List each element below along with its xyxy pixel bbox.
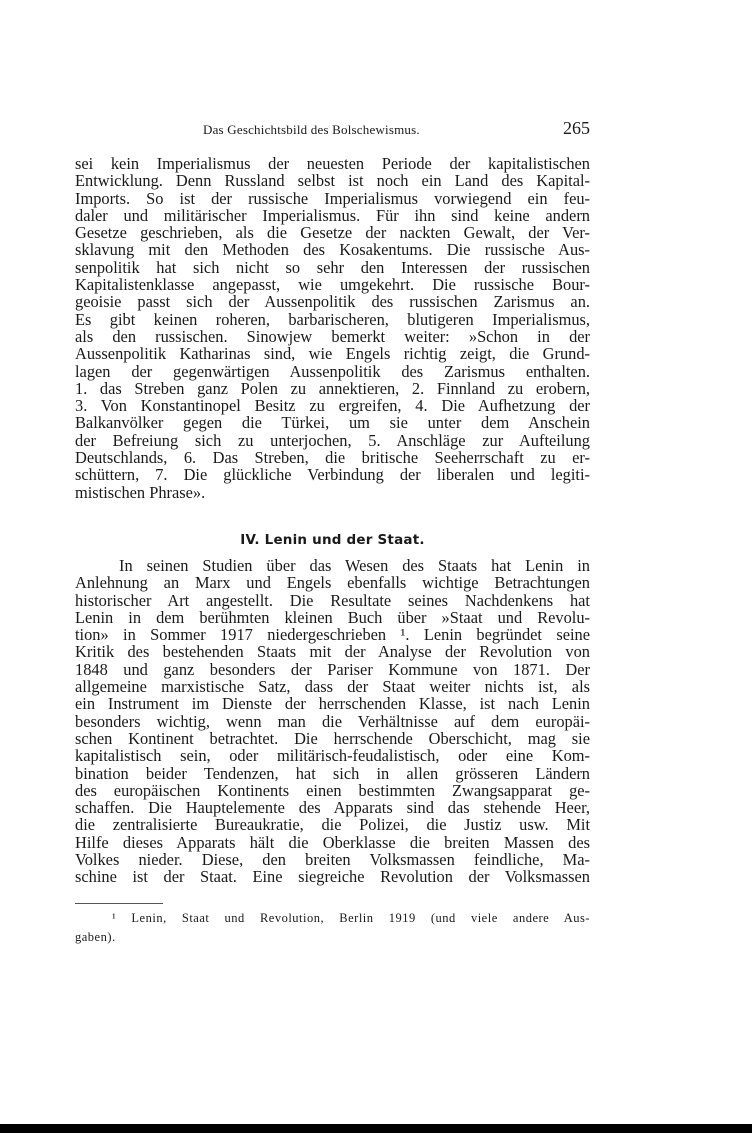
text-line: ein Instrument im Dienste der herrschenden Klasse, ist nach Lenin: [75, 694, 590, 714]
paragraph-2: [75, 557, 590, 886]
text-line: In seinen Studien über das Wesen des Staats hat Lenin in: [119, 556, 590, 575]
text-line: Volkes nieder. Diese, den breiten Volksmassen feindliche, Ma-: [75, 850, 590, 870]
text-line: Imports. So ist der russische Imperialismus vorwiegend ein feu-: [75, 188, 590, 208]
text-line: Kritik des bestehenden Staats mit der Analyse der Revolution von: [75, 642, 590, 662]
text-line: senpolitik hat sich nicht so sehr den Interessen der russischen: [75, 257, 590, 277]
text-line: daler und militärischer Imperialismus. Für ihn sind keine andern: [75, 205, 590, 225]
text-line: allgemeine marxistische Satz, dass der Staat weiter nichts ist, als: [75, 677, 590, 697]
text-line: tion» in Sommer 1917 niedergeschrieben ¹. Lenin begründet seine: [75, 625, 590, 645]
paragraph-1: [75, 155, 590, 501]
text-line: Deutschlands, 6. Das Streben, die britische Seeherrschaft zu er-: [75, 448, 590, 468]
text-line: Gesetze geschrieben, als die Gesetze der nackten Gewalt, der Ver-: [75, 223, 590, 243]
text-line: bination beider Tendenzen, hat sich in allen grösseren Ländern: [75, 763, 590, 783]
text-line: historischer Art angestellt. Die Resultate seines Nachdenkens hat: [75, 590, 590, 610]
text-line: Aussenpolitik Katharinas sind, wie Engels richtig zeigt, die Grund-: [75, 344, 590, 364]
running-title: Das Geschichtsbild des Bolschewismus.: [203, 122, 420, 137]
footnote-line: gaben).: [75, 930, 116, 944]
text-line: Hilfe dieses Apparats hält die Oberklasse die breiten Massen des: [75, 832, 590, 852]
text-line: mistischen Phrase».: [75, 482, 206, 502]
scan-bottom-edge: [0, 1124, 752, 1133]
section-heading: IV. Lenin und der Staat.: [240, 532, 425, 548]
text-line: geoisie passt sich der Aussenpolitik des russischen Zarismus an.: [75, 292, 590, 312]
text-line: schen Kontinent betrachtet. Die herrschende Oberschicht, mag sie: [75, 728, 590, 748]
text-line: Kapitalistenklasse angepasst, wie umgekehrt. Die russische Bour-: [75, 275, 590, 295]
text-line: sklavung mit den Methoden des Kosakentums. Die russische Aus-: [75, 240, 590, 260]
footnote: [75, 909, 590, 947]
footnote-divider: [75, 903, 163, 904]
text-line: schine ist der Staat. Eine siegreiche Revolution der Volksmassen: [75, 867, 590, 887]
text-line: besonders wichtig, wenn man die Verhältnisse auf dem europäi-: [75, 711, 590, 731]
text-line: Anlehnung an Marx und Engels ebenfalls wichtige Betrachtungen: [75, 573, 590, 593]
text-line: Es gibt keinen roheren, barbarischeren, blutigeren Imperialismus,: [75, 309, 590, 329]
text-line: 1848 und ganz besonders der Pariser Kommune von 1871. Der: [75, 659, 590, 679]
text-line: des europäischen Kontinents einen bestimmten Zwangsapparat ge-: [75, 780, 590, 800]
running-head: [75, 118, 590, 142]
text-line: Balkanvölker gegen die Türkei, um sie unter dem Anschein: [75, 413, 590, 433]
text-line: die zentralisierte Bureaukratie, die Polizei, die Justiz usw. Mit: [75, 815, 590, 835]
text-line: der Befreiung sich zu unterjochen, 5. Anschläge zur Aufteilung: [75, 430, 590, 450]
text-line: schüttern, 7. Die glückliche Verbindung der liberalen und legiti-: [75, 465, 590, 485]
text-line: 1. das Streben ganz Polen zu annektieren, 2. Finnland zu erobern,: [75, 378, 590, 398]
text-line: sei kein Imperialismus der neuesten Periode der kapitalistischen: [75, 154, 590, 173]
text-line: als den russischen. Sinowjew bemerkt weiter: »Schon in der: [75, 326, 590, 346]
text-line: Lenin in dem berühmten kleinen Buch über »Staat und Revolu-: [75, 607, 590, 627]
footnote-line: ¹ Lenin, Staat und Revolution, Berlin 1919 (und viele andere Aus-: [112, 911, 590, 925]
text-line: lagen der gegenwärtigen Aussenpolitik des Zarismus enthalten.: [75, 361, 590, 381]
page-number: 265: [563, 118, 590, 138]
text-line: schaffen. Die Hauptelemente des Apparats sind das stehende Heer,: [75, 798, 590, 818]
text-line: kapitalistisch sein, oder militärisch-feudalistisch, oder eine Kom-: [75, 746, 590, 766]
text-line: 3. Von Konstantinopel Besitz zu ergreifen, 4. Die Aufhetzung der: [75, 396, 590, 416]
text-line: Entwicklung. Denn Russland selbst ist noch ein Land des Kapital-: [75, 171, 590, 191]
